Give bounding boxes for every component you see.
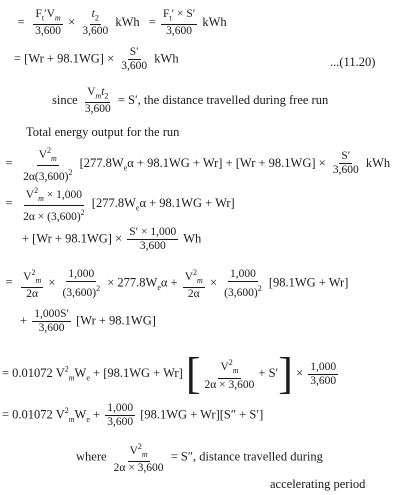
equation-line-2: = [Wr + 98.1WG] × $\frac{S'}{3,600}$ kWh <box>14 46 179 72</box>
equation-line-11: = 0.01072 $V^2_mW_e$ + $\frac{1,000}{3,600}$ [98.1WG + Wr][S″ + S′] <box>2 402 264 428</box>
equation-line-6: = $\frac{V^2_m \times 1,000}{2\alpha \times (3,600)^2}$ $[277.8W_e\alpha + 98.1WG + Wr]$ <box>5 186 235 223</box>
equation-number: ...(11.20) <box>330 55 376 69</box>
equation-line-4: Total energy output for the run <box>26 125 180 139</box>
right-bracket: ] <box>278 349 293 398</box>
equation-line-10: = 0.01072 $V^2_mW_e + [98.1WG + Wr]$ [ $\frac{V^2_m}{2\alpha \times 3,600}$ + S′] × $\frac{1,000}{3,600}$ <box>2 349 337 398</box>
equation-line-1: = $\frac{F_t'V_m}{3,600}$ × $\frac{t_2}{3,600}$ kWh = $\frac{F_t' \times S'}{3,600}$ kWh <box>17 8 227 38</box>
equation-line-7: + [Wr + 98.1WG] × $\frac{S' \times 1,000}{3,600}$ Wh <box>22 226 202 252</box>
equation-line-12: where $\frac{V^2_m}{2\alpha \times 3,600}$ = S″, distance travelled during <box>76 442 323 475</box>
equation-line-5: = $\frac{V^2_m}{2\alpha(3,600)^2}$ $[277.8W_e\alpha + 98.1WG + Wr] + [Wr + 98.1WG]$ × $\frac{S'}{3,600}$ kWh <box>5 146 391 183</box>
equation-line-13: accelerating period <box>270 477 366 491</box>
equation-line-8: = $\frac{V^2_m}{2\alpha}$ × $\frac{1,000}{(3,600)^2}$ × $277.8W_e\alpha$ + $\frac{V^2_m}{2\alpha}$ × $\frac{1,000}{(3,600)^2}$ [98.1WG + Wr] <box>5 267 349 301</box>
left-bracket: [ <box>185 349 201 398</box>
equation-line-9: + $\frac{1,000S'}{3,600}$ [Wr + 98.1WG] <box>20 308 156 334</box>
equation-line-3: since $\frac{V_mt_2}{3,600}$ = S′, the distance travelled during free run <box>52 86 329 116</box>
